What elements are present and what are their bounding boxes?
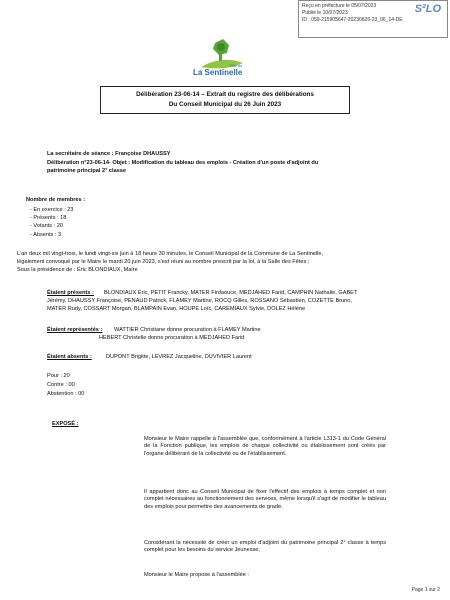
title-line-2: Du Conseil Municipal du 26 Juin 2023 [168,101,282,108]
prefecture-stamp [298,0,448,38]
members-heading: Nombre de membres : [26,197,86,203]
represented-line-2: HEBERT Christelle donne procuration à MEDJAHED Farid [99,335,245,341]
presents-label: Étaient présents : [47,290,94,296]
intro-line-3: Sous la présidence de : Éric BLONDIAUX, Maire [17,267,138,273]
intro-line-1: L'an deux mil vingt-trois, le lundi vingt-six juin à 18 heure 30 minutes, le Conseil Municipal de la Commune de La Sentinelle, [17,251,324,257]
page-number: Page 1 sur 2 [411,587,440,593]
absent-names: DUPONT Brigitte, LEVREZ Jacqueline, DUVIVIER Laurent [106,354,252,360]
vote-for: Pour : 20 [47,373,70,379]
stamp-id: ID : 059-215905647-20230626-23_06_14-DE [302,17,403,23]
expose-heading: EXPOSÉ : [52,421,79,427]
city-logo-text [193,63,242,77]
secretary: La secrétaire de séance : Françoise DHAUSSY [47,151,171,157]
members-item: - Présents : 18 [30,215,67,221]
represented-label: Étaient représentés : [47,327,103,333]
slo-logo: S²LO [414,3,441,15]
expose-paragraph-1: Monsieur le Maire rappelle à l'assemblée que, conformément à l'article L313-1 du Code Général de la Fonction publique, les emplois de chaque collectivité ou établissement sont créés par l'organe délibérant de la collectivité ou de l'établissement. [144,436,386,457]
expose-paragraph-3: Considérant la nécessité de créer un emploi d'adjoint du patrimoine principal 2° classe à temps complet pour les besoins du service Jeunesse, [144,540,386,554]
stamp-received: Reçu en préfecture le 05/07/2023 [302,3,377,9]
presents-line-3: MATER Rudy, COSSART Morgan, BLAMPAIN Evan, HOUPE Loïc, CAREMIAUX Sylvie, DOLEZ Hélène [47,306,306,312]
presents-line-1: BLONDIAUX Éric, PETIT Francky, MATER Firdaouce, MEDJAHED Farid, CAMPHIN Nathalie, GABET [104,290,358,296]
objet-line-1: Délibération n°23-06-14- Objet : Modification du tableau des emplois - Création d'un poste d'adjoint du [47,160,319,166]
members-item: - En exercice : 23 [30,207,74,213]
objet-line-2: patrimoine principal 2° classe [47,168,127,174]
expose-paragraph-4: Monsieur le Maire propose à l'assemblée : [144,572,249,578]
title-line-1: Délibération 23-06-14 – Extrait du registre des délibérations [136,91,314,98]
members-item: - Absents : 3 [30,232,62,238]
stamp-published: Publié le 10/07/2023 [302,10,348,16]
logo-subtitle: Ville de [229,63,243,68]
members-item: - Votants : 20 [30,223,63,229]
represented-line-1: WATTIER Christiane donne procuration à FLAMEY Martine [114,327,261,333]
expose-paragraph-2: Il appartient donc au Conseil Municipal de fixer l'effectif des emplois à temps complet et non complet nécessaires au fonctionnement des services, même lorsqu'il s'agit de modifier le tableau des emplois pour permettre des avancements de grade. [144,489,386,510]
presents-line-2: Jérémy, DHAUSSY Françoise, PENAUD Patrick, FLAMEY Martine, ROCQ Gilles, ROSSANO Sébastien, COZETTE Bruno, [47,298,352,304]
absent-label: Étaient absents : [47,354,92,360]
logo-name: La Sentinelle [193,68,243,77]
vote-against: Contre : 00 [47,382,75,388]
intro-line-2: légalement convoqué par le Maire le mardi 20 juin 2023, s'est réuni au nombre prescrit par la loi, à la Salle des Fêtes ; [17,259,310,265]
document-title [100,86,350,114]
vote-abstention: Abstention : 00 [47,391,85,397]
